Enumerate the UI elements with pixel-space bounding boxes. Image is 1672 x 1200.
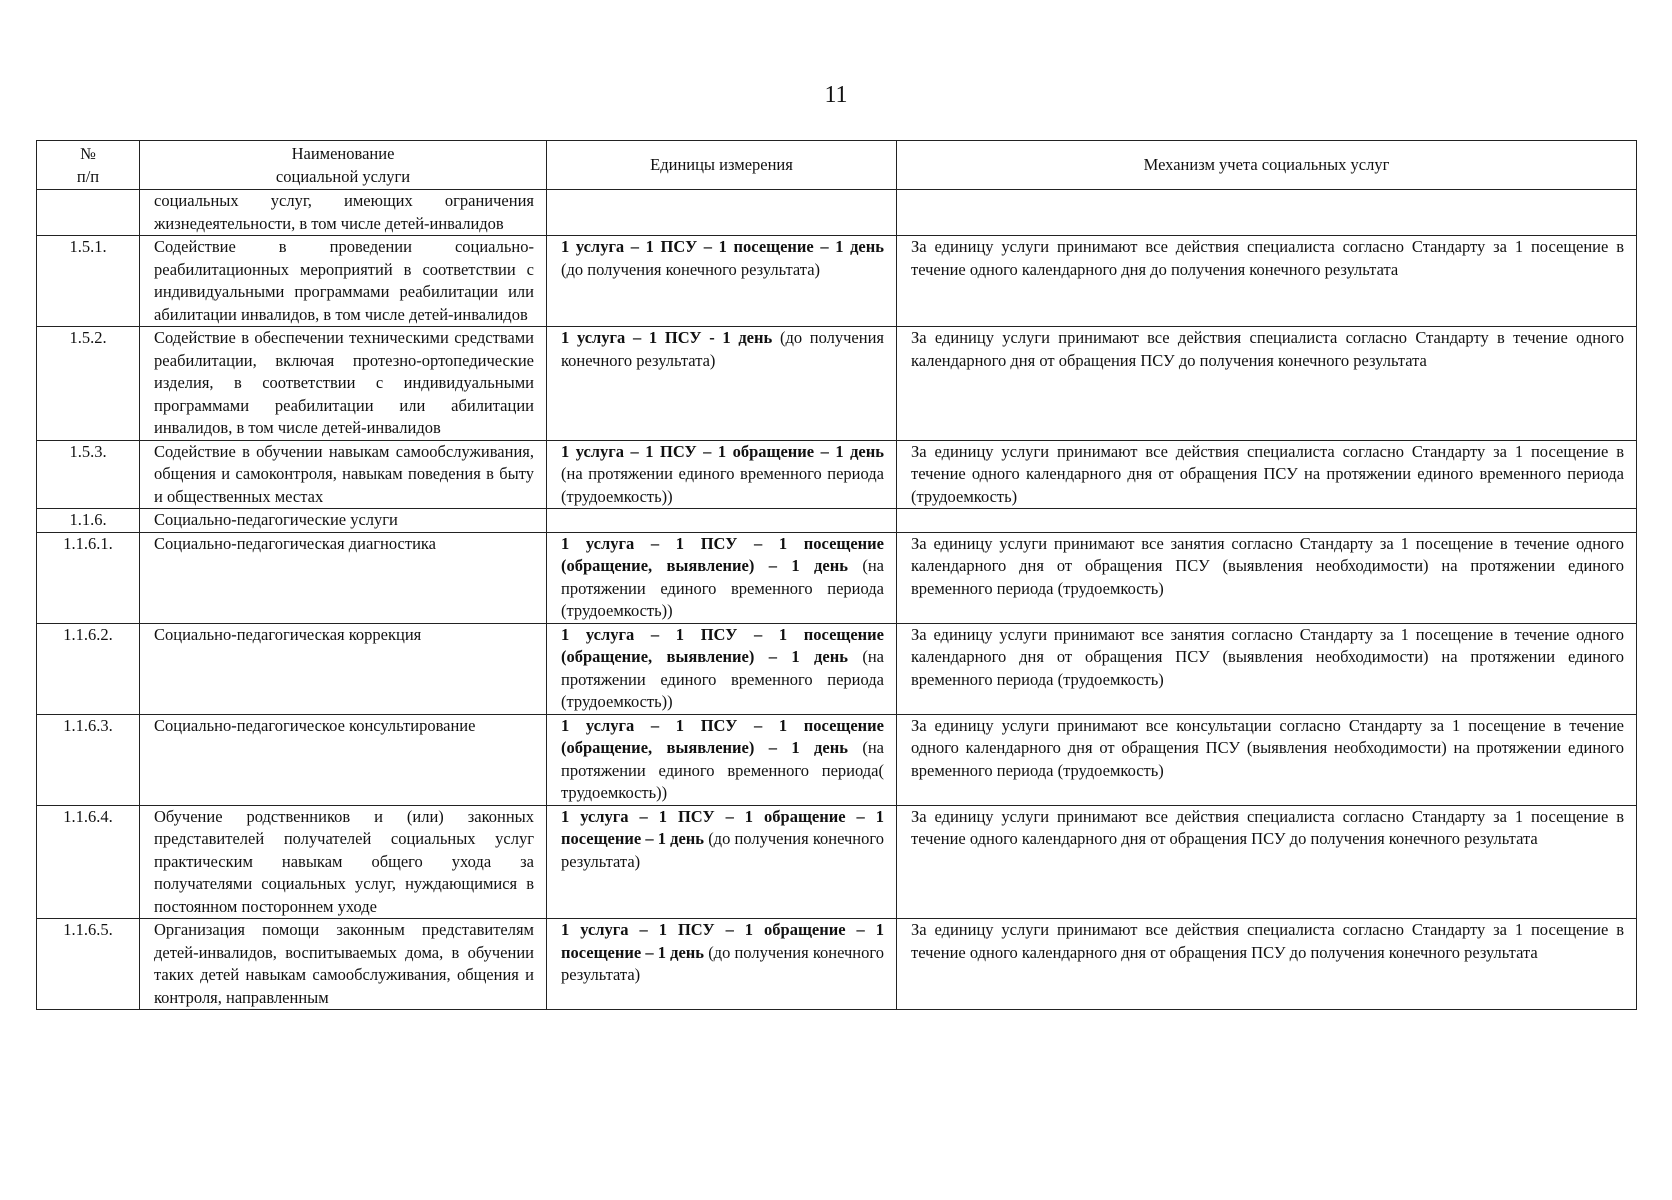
unit-bold-text: 1 услуга – 1 ПСУ – 1 обращение – 1 посещение – 1 день	[561, 920, 884, 962]
unit-bold-text: 1 услуга – 1 ПСУ – 1 посещение (обращение, выявление) – 1 день	[561, 715, 884, 757]
accounting-mechanism: За единицу услуги принимают все занятия согласно Стандарту за 1 посещение в течение одного календарного дня от обращения ПСУ (выявления необходимости) на протяжении единого временного периода (трудоемкость)	[897, 532, 1637, 623]
accounting-mechanism: За единицу услуги принимают все занятия согласно Стандарту за 1 посещение в течение одного календарного дня от обращения ПСУ (выявления необходимости) на протяжении единого временного периода (трудоемкость)	[897, 623, 1637, 714]
table-row	[37, 623, 1637, 714]
header-service-name-line2: социальной услуги	[275, 166, 411, 186]
accounting-mechanism: За единицу услуги принимают все действия специалиста согласно Стандарту в течение одного календарного дня от обращения ПСУ до получения конечного результата	[897, 327, 1637, 441]
unit-bold-text: 1 услуга – 1 ПСУ – 1 посещение – 1 день	[561, 237, 884, 256]
unit-note-text: (на протяжении единого временного периода( трудоемкость))	[561, 738, 884, 802]
table-body	[37, 190, 1637, 1010]
table-row	[37, 440, 1637, 509]
service-name: Социально-педагогическое консультирование	[140, 714, 547, 805]
header-unit: Единицы измерения	[547, 141, 897, 190]
table-row	[37, 327, 1637, 441]
accounting-mechanism	[897, 190, 1637, 236]
unit-bold-text: 1 услуга – 1 ПСУ – 1 посещение (обращение, выявление) – 1 день	[561, 533, 884, 575]
unit-bold-text: 1 услуга – 1 ПСУ – 1 обращение – 1 день	[561, 441, 884, 461]
accounting-mechanism: За единицу услуги принимают все консультации согласно Стандарту за 1 посещение в течение одного календарного дня от обращения ПСУ (выявления необходимости) на протяжении единого временного периода (трудоемкость)	[897, 714, 1637, 805]
unit-of-measure	[547, 440, 897, 509]
unit-of-measure	[547, 714, 897, 805]
unit-note-text: (до получения конечного результата)	[561, 942, 884, 984]
unit-note-text: (на протяжении единого временного периода (трудоемкость))	[561, 556, 884, 620]
header-number-line2: п/п	[76, 166, 100, 186]
unit-of-measure	[547, 532, 897, 623]
service-name: социальных услуг, имеющих ограничения жизнедеятельности, в том числе детей-инвалидов	[140, 190, 547, 236]
unit-note-text: (на протяжении единого временного периода (трудоемкость))	[561, 464, 884, 506]
accounting-mechanism: За единицу услуги принимают все действия специалиста согласно Стандарту за 1 посещение в течение одного календарного дня от обращения ПСУ до получения конечного результата	[897, 805, 1637, 919]
table-row	[37, 236, 1637, 327]
service-name: Социально-педагогическая коррекция	[140, 623, 547, 714]
row-number: 1.1.6.3.	[37, 714, 140, 805]
service-name: Социально-педагогическая диагностика	[140, 532, 547, 623]
row-number: 1.5.2.	[37, 327, 140, 441]
unit-note-text: (до получения конечного результата)	[561, 259, 821, 279]
row-number: 1.1.6.1.	[37, 532, 140, 623]
table-row	[37, 714, 1637, 805]
unit-note-text: (до получения конечного результата)	[561, 328, 885, 370]
unit-bold-text: 1 услуга – 1 ПСУ – 1 посещение (обращение, выявление) – 1 день	[561, 624, 884, 666]
unit-of-measure	[547, 190, 897, 236]
table-row	[37, 190, 1637, 236]
service-name: Организация помощи законным представителям детей-инвалидов, воспитываемых дома, в обучении таких детей навыкам самообслуживания, общения и контроля, направленным	[140, 919, 547, 1010]
header-service-name-line1: Наименование	[291, 144, 395, 163]
row-number: 1.1.6.	[37, 509, 140, 533]
table-header-row	[37, 141, 1637, 190]
service-name: Содействие в обучении навыкам самообслуживания, общения и самоконтроля, навыкам поведения в быту и общественных местах	[140, 440, 547, 509]
unit-of-measure	[547, 919, 897, 1010]
row-number: 1.1.6.4.	[37, 805, 140, 919]
unit-note-text: (на протяжении единого временного периода (трудоемкость))	[561, 647, 884, 711]
row-number: 1.1.6.2.	[37, 623, 140, 714]
header-mechanism: Механизм учета социальных услуг	[897, 141, 1637, 190]
unit-of-measure	[547, 805, 897, 919]
service-name: Социально-педагогические услуги	[140, 509, 547, 533]
unit-of-measure	[547, 236, 897, 327]
unit-of-measure	[547, 509, 897, 533]
row-number	[37, 190, 140, 236]
row-number: 1.5.1.	[37, 236, 140, 327]
table-row	[37, 919, 1637, 1010]
service-name: Содействие в обеспечении техническими средствами реабилитации, включая протезно-ортопедические изделия, в соответствии с индивидуальными программами реабилитации или абилитации инвалидов, в том числе детей-инвалидов	[140, 327, 547, 441]
row-number: 1.5.3.	[37, 440, 140, 509]
header-number-line1: №	[80, 144, 96, 163]
service-name: Содействие в проведении социально-реабилитационных мероприятий в соответствии с индивидуальными программами реабилитации или абилитации инвалидов, в том числе детей-инвалидов	[140, 236, 547, 327]
table-row	[37, 532, 1637, 623]
service-name: Обучение родственников и (или) законных представителей получателей социальных услуг практическим навыкам общего ухода за получателями социальных услуг, нуждающимися в постоянном постороннем уходе	[140, 805, 547, 919]
row-number: 1.1.6.5.	[37, 919, 140, 1010]
table-row	[37, 805, 1637, 919]
unit-of-measure	[547, 327, 897, 441]
unit-note-text: (до получения конечного результата)	[561, 829, 884, 871]
unit-of-measure	[547, 623, 897, 714]
header-service-name	[140, 141, 547, 190]
services-table	[36, 140, 1637, 1010]
accounting-mechanism	[897, 509, 1637, 533]
header-number	[37, 141, 140, 190]
accounting-mechanism: За единицу услуги принимают все действия специалиста согласно Стандарту за 1 посещение в течение одного календарного дня от обращения ПСУ на протяжении единого временного периода (трудоемкость)	[897, 440, 1637, 509]
page-number: 11	[824, 82, 848, 108]
table-row	[37, 509, 1637, 533]
accounting-mechanism: За единицу услуги принимают все действия специалиста согласно Стандарту за 1 посещение в течение одного календарного дня от обращения ПСУ до получения конечного результата	[897, 919, 1637, 1010]
unit-bold-text: 1 услуга – 1 ПСУ - 1 день	[561, 328, 773, 347]
accounting-mechanism: За единицу услуги принимают все действия специалиста согласно Стандарту за 1 посещение в течение одного календарного дня до получения конечного результата	[897, 236, 1637, 327]
unit-bold-text: 1 услуга – 1 ПСУ – 1 обращение – 1 посещение – 1 день	[561, 806, 884, 848]
